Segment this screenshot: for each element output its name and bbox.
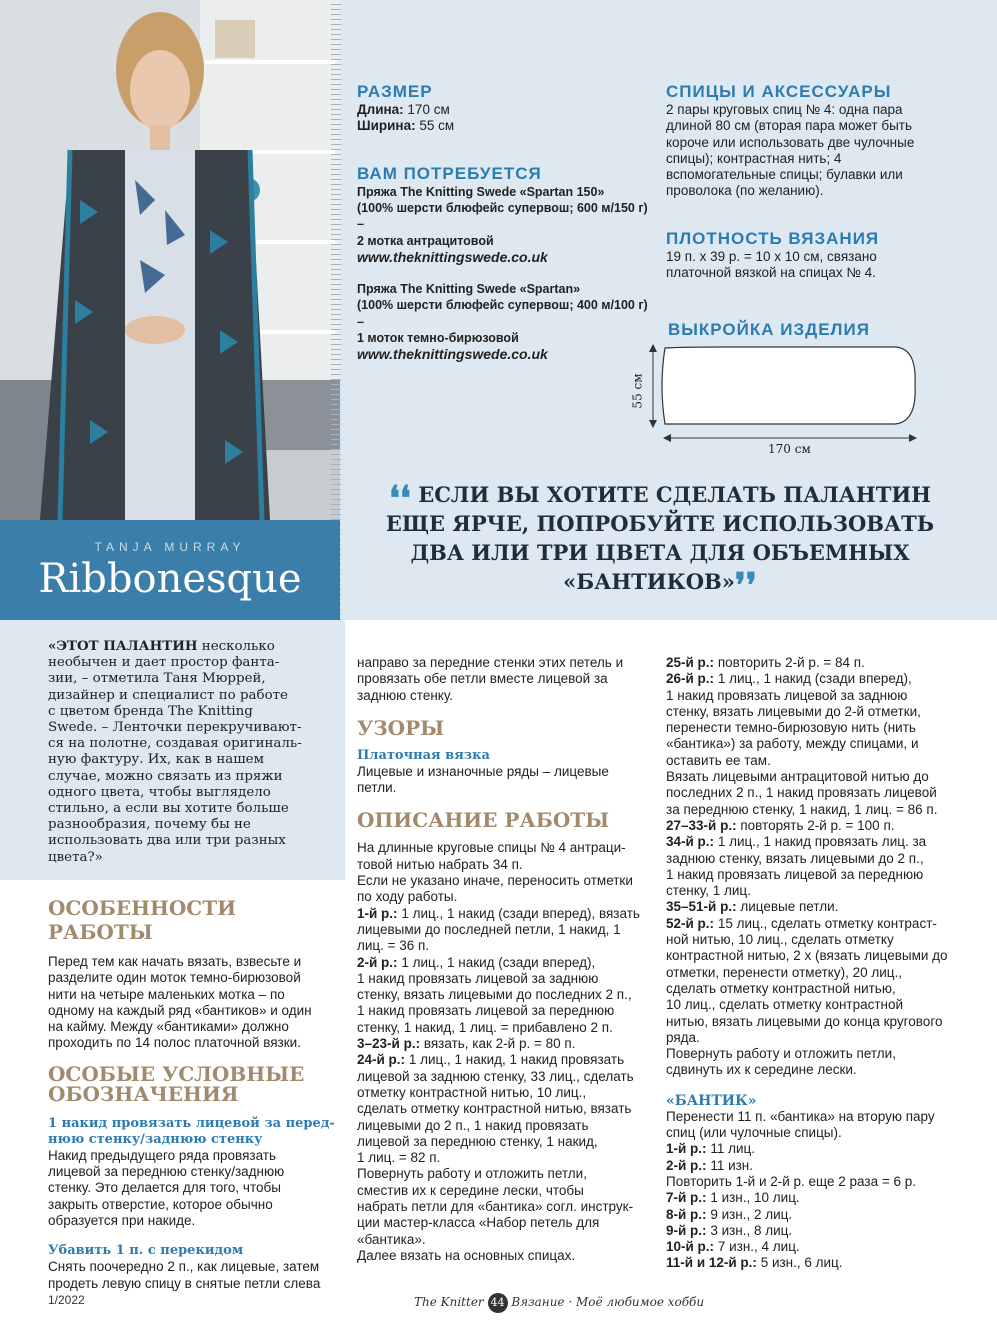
quote-line: «БАНТИКОВ»	[563, 569, 735, 594]
author-name: TANJA MURRAY	[94, 540, 246, 554]
row-line: ной нитью, 10 лиц., сделать отметку	[666, 932, 894, 948]
row-line: лицевыми до последней петли, 1 накид, 1	[357, 921, 621, 937]
width-label: Ширина:	[357, 118, 416, 134]
row-line: сделать отметку контрастной нитью,	[666, 980, 896, 996]
bow-intro-line: Перенести 11 п. «бантика» на вторую пару	[666, 1108, 935, 1124]
row-label: 1-й р.:	[357, 905, 398, 921]
cont-line: направо за передние стенки этих петель и	[357, 655, 624, 670]
width-value: 55 см	[419, 118, 455, 134]
row-line: перенести темно-бирюзовую нить (нить	[666, 720, 916, 736]
quote-open-mark: ❛❛	[388, 479, 411, 519]
row-line: 1 накид провязать лицевой за переднюю	[666, 866, 924, 882]
row-line: заднюю стенку, вязать лицевыми до 2 п.,	[666, 850, 924, 866]
row-line: отметку контрастной нитью, 10 лиц.,	[357, 1084, 587, 1100]
desc-line: по ходу работы.	[357, 889, 458, 905]
needles-line: спицы); контрастная нить; 4	[666, 150, 842, 166]
yarn1-line: Пряжа The Knitting Swede «Spartan 150»	[357, 185, 605, 199]
quote-line: ДВА ИЛИ ТРИ ЦВЕТА ДЛЯ ОБЪЕМНЫХ	[410, 540, 910, 565]
quote-line: ЕЩЕ ЯРЧЕ, ПОПРОБУЙТЕ ИСПОЛЬЗОВАТЬ	[385, 511, 935, 536]
column-3	[666, 655, 966, 1272]
row-label: 26-й р.:	[666, 671, 715, 687]
row-line: 1 накид провязать лицевой за заднюю	[357, 970, 599, 986]
row-line: 1 накид провязать лицевой за заднюю	[666, 687, 908, 703]
bow-row-label: 2-й р.:	[666, 1157, 707, 1173]
abbrev-item2-line: Снять поочередно 2 п., как лицевые, затем	[48, 1259, 320, 1275]
tail-line: набрать петли для «бантика» согл. инструк-	[357, 1199, 634, 1215]
tail-line: Далее вязать на основных спицах.	[357, 1247, 576, 1263]
cont-line: заднюю стенку.	[357, 687, 453, 703]
features-line: нити на четыре маленьких мотка – по	[48, 986, 285, 1002]
garter-line: петли.	[357, 780, 397, 796]
row-line: 1 лиц., 1 накид провязать лиц. за	[717, 834, 927, 850]
row-line: последних 2 п., 1 накид провязать лицевой	[666, 785, 937, 801]
row-line: сдвинуть их к середине лески.	[666, 1062, 857, 1078]
row-label: 25-й р.:	[666, 655, 715, 670]
abbrev-item1-line: Накид предыдущего ряда провязать	[48, 1147, 276, 1163]
row-line: Вязать лицевыми антрацитовой нитью до	[666, 769, 929, 785]
row-label: 35–51-й р.:	[666, 899, 737, 915]
bow-intro-line: спиц (или чулочные спицы).	[666, 1125, 842, 1141]
needles-line: 2 пары круговых спиц № 4: одна пара	[666, 102, 903, 117]
garter-line: Лицевые и изнаночные ряды – лицевые	[357, 763, 609, 779]
intro-line: необычен и дает простор фанта-	[48, 655, 280, 671]
row-label: 34-й р.:	[666, 834, 715, 850]
yarn2-url[interactable]: www.theknittingswede.co.uk	[357, 345, 548, 362]
bow-row-text: 9 изн., 2 лиц.	[710, 1206, 793, 1222]
quote-line: ЕСЛИ ВЫ ХОТИТЕ СДЕЛАТЬ ПАЛАНТИН	[418, 482, 932, 507]
tail-line: Повернуть работу и отложить петли,	[357, 1166, 587, 1182]
row-line: контрастной нитью, 2 х (вязать лицевыми до	[666, 948, 948, 964]
tail-line: «бантика».	[357, 1231, 426, 1247]
quote-close-mark: ❜❜	[734, 566, 757, 606]
bow-row-label: 7-й р.:	[666, 1190, 707, 1206]
gauge-heading: ПЛОТНОСТЬ ВЯЗАНИЯ	[666, 229, 880, 248]
row-label: 24-й р.:	[357, 1052, 406, 1068]
yarn1-url[interactable]: www.theknittingswede.co.uk	[357, 248, 548, 265]
abbrev-heading	[48, 1061, 340, 1106]
row-line: лицевые петли.	[740, 899, 839, 915]
abbrev-item1-title-line: 1 накид провязать лицевой за перед-	[48, 1115, 335, 1131]
pull-quote	[380, 479, 940, 606]
row-line: лицевой за заднюю стенку, 33 лиц., сделать	[357, 1068, 634, 1084]
row-line: лиц. = 36 п.	[357, 938, 430, 954]
row-line: повторять 2-й р. = 100 п.	[740, 817, 895, 833]
intro-lead: «ЭТОТ ПАЛАНТИН	[48, 638, 198, 654]
bow-row-text: Повторить 1-й и 2-й р. еще 2 раза = 6 р.	[666, 1173, 916, 1189]
abbrev-item1-line: закрыть отверстие, которое обычно	[48, 1196, 273, 1212]
footer-magazine	[414, 1293, 704, 1313]
features-line: Перед тем как начать вязать, взвесьте и	[48, 954, 302, 969]
abbrev-heading-line: ОБОЗНАЧЕНИЯ	[48, 1081, 239, 1106]
size-heading: РАЗМЕР	[357, 82, 433, 101]
row-line: отметки, перенести отметку), 20 лиц.,	[666, 964, 903, 980]
schematic-height-label: 55 см	[630, 373, 645, 409]
intro-line: Swede. – Ленточки перекручивают-	[48, 720, 302, 736]
row-line: стенку, вязать лицевыми до 2-й отметки,	[666, 703, 921, 719]
features-line: одному на каждый ряд «бантиков» и один	[48, 1002, 312, 1018]
patterns-heading: УЗОРЫ	[357, 715, 445, 740]
row-label: 2-й р.:	[357, 954, 398, 970]
materials-section	[357, 164, 657, 362]
yarn2-text	[357, 281, 657, 346]
bow-row-label: 10-й р.:	[666, 1239, 715, 1255]
row-line: ряда.	[666, 1029, 700, 1045]
row-line: 1 лиц., 1 накид, 1 накид провязать	[408, 1052, 625, 1068]
schematic-width-label: 170 см	[768, 442, 811, 456]
row-label: 3–23-й р.:	[357, 1036, 421, 1052]
size-section	[357, 82, 647, 135]
needles-line: вспомогательные спицы; булавки или	[666, 167, 903, 183]
needles-line: короче или использовать две чулочные	[666, 134, 915, 150]
length-value: 170 см	[407, 102, 450, 117]
features-heading: ОСОБЕННОСТИ РАБОТЫ	[48, 896, 237, 944]
row-line: «бантика») за работу, между спицами, и	[666, 736, 919, 752]
intro-line: зии, – отметила Таня Мюррей,	[48, 671, 266, 687]
bow-row-text: 7 изн., 4 лиц.	[717, 1239, 800, 1255]
features-line: разделите один моток темно-бирюзовой	[48, 970, 301, 986]
intro-line: ся на полотне, создавая оригиналь-	[48, 736, 302, 752]
row-line: 1 лиц., 1 накид (сзади вперед),	[401, 954, 596, 970]
abbrev-item1-title-line: нюю стенку/заднюю стенку	[48, 1131, 263, 1147]
intro-line: цвета?»	[48, 849, 103, 865]
row-line: стенку, 1 лиц.	[666, 883, 751, 899]
yarn2-line: 1 моток темно-бирюзовой	[357, 330, 519, 345]
bow-row-text: 1 изн., 10 лиц.	[710, 1190, 800, 1206]
yarn1-text	[357, 184, 657, 249]
desc-heading: ОПИСАНИЕ РАБОТЫ	[357, 808, 610, 833]
garter-title: Платочная вязка	[357, 747, 490, 763]
yarn2-line: (100% шерсти блюфейс супервош; 400 м/100 г) –	[357, 298, 648, 329]
features-line: на кайму. Между «бантиками» должно	[48, 1019, 289, 1035]
desc-line: товой нитью набрать 34 п.	[357, 856, 523, 872]
abbrev-item1-line: образуется при накиде.	[48, 1212, 196, 1228]
abbrev-item1-line: лицевой за переднюю стенку/заднюю	[48, 1164, 285, 1180]
materials-heading: ВАМ ПОТРЕБУЕТСЯ	[357, 164, 542, 183]
intro-line: дизайнер и специалист по работе	[48, 687, 288, 703]
row-line: нитью, вязать лицевыми до конца кругового	[666, 1013, 943, 1029]
bow-row-label: 1-й р.:	[666, 1141, 707, 1157]
cont-line: провязать обе петли вместе лицевой за	[357, 671, 608, 687]
needles-line: длиной 80 см (вторая пара может быть	[666, 118, 912, 134]
row-line: 15 лиц., сделать отметку контраст-	[717, 915, 937, 931]
row-line: 1 лиц. = 82 п.	[357, 1150, 441, 1166]
row-line: 1 накид провязать лицевой за переднюю	[357, 1003, 615, 1019]
yarn2-line: Пряжа The Knitting Swede «Spartan»	[357, 282, 581, 297]
needles-heading: СПИЦЫ И АКСЕССУАРЫ	[666, 82, 892, 101]
issue-number: 1/2022	[48, 1293, 85, 1307]
column-1	[48, 896, 340, 1292]
intro-line: случае, можно связать из пряжи	[48, 768, 283, 784]
row-line: лицевой за переднюю стенку, 1 накид,	[357, 1133, 598, 1149]
magazine-name: The Knitter	[414, 1295, 484, 1309]
page-number: 44	[488, 1293, 508, 1313]
row-line: лицевыми до 2 п., 1 накид провязать	[357, 1117, 589, 1133]
bow-row-label: 8-й р.:	[666, 1206, 707, 1222]
row-line: стенку, вязать лицевыми до последних 2 п.,	[357, 987, 632, 1003]
row-line: оставить ее там.	[666, 752, 771, 768]
row-label: 52-й р.:	[666, 915, 715, 931]
bow-row-label: 11-й и 12-й р.:	[666, 1255, 757, 1271]
abbrev-heading-line: ОСОБЫЕ УСЛОВНЫЕ	[48, 1061, 305, 1086]
tail-line: ции мастер-класса «Набор петель для	[357, 1215, 600, 1231]
pattern-title: Ribbonesque	[38, 556, 302, 602]
column-2	[357, 655, 653, 1264]
row-line: Повернуть работу и отложить петли,	[666, 1046, 896, 1062]
row-line: сделать отметку контрастной нитью, вязать	[357, 1101, 632, 1117]
desc-line: Если не указано иначе, переносить отметки	[357, 873, 633, 889]
intro-line: ную фактуру. Их, как в нашем	[48, 752, 265, 768]
gauge-section	[666, 229, 966, 282]
abbrev-item2-line: продеть левую спицу в снятые петли слева	[48, 1275, 321, 1291]
bow-heading: «БАНТИК»	[666, 1092, 757, 1109]
abbrev-item1-title	[48, 1116, 340, 1148]
yarn1-line: 2 мотка антрацитовой	[357, 233, 494, 248]
row-line: 1 лиц., 1 накид (сзади вперед), вязать	[401, 905, 640, 921]
gauge-line: 19 п. х 39 р. = 10 х 10 см, связано	[666, 249, 877, 264]
intro-line: разнообразия, почему бы не	[48, 817, 251, 833]
intro-text	[48, 638, 328, 866]
intro-line: использовать два или три разных	[48, 833, 286, 849]
row-line: повторить 2-й р. = 84 п.	[717, 655, 865, 670]
intro-line: одного цвета, чтобы выглядело	[48, 784, 271, 800]
intro-line: стильно, а если вы хотите больше	[48, 801, 289, 817]
intro-line: с цветом бренда The Knitting	[48, 703, 253, 719]
tail-line: сместив их к середине лески, чтобы	[357, 1182, 584, 1198]
bow-row-text: 3 изн., 8 лиц.	[710, 1222, 793, 1238]
bow-row-text: 11 изн.	[710, 1157, 754, 1173]
abbrev-item2-title: Убавить 1 п. с перекидом	[48, 1243, 244, 1259]
bow-row-text: 11 лиц.	[710, 1141, 755, 1157]
needles-line: проволока (по желанию).	[666, 183, 824, 199]
needles-section	[666, 82, 966, 200]
gauge-line: платочной вязкой на спицах № 4.	[666, 265, 876, 281]
schematic-heading: ВЫКРОЙКА ИЗДЕЛИЯ	[668, 320, 870, 339]
yarn1-line: (100% шерсти блюфейс супервош; 600 м/150 г) –	[357, 201, 648, 232]
intro-line: несколько	[201, 639, 275, 654]
row-line: вязать, как 2-й р. = 80 п.	[423, 1036, 576, 1052]
row-line: за переднюю стенку, 1 накид, 1 лиц. = 86 п.	[666, 801, 938, 817]
bow-row-label: 9-й р.:	[666, 1222, 707, 1238]
desc-line: На длинные круговые спицы № 4 антраци-	[357, 840, 626, 856]
row-line: стенку, 1 накид, 1 лиц. = прибавлено 2 п.	[357, 1019, 613, 1035]
abbrev-item1-line: стенку. Это делается для того, чтобы	[48, 1180, 281, 1196]
row-line: 1 лиц., 1 накид (сзади вперед),	[717, 671, 912, 687]
bow-row-text: 5 изн., 6 лиц.	[760, 1255, 843, 1271]
magazine-tagline: Вязание · Моё любимое хобби	[511, 1295, 705, 1309]
length-label: Длина:	[357, 102, 404, 117]
features-line: проходить по 14 полос платочной вязки.	[48, 1035, 301, 1051]
row-label: 27–33-й р.:	[666, 817, 737, 833]
row-line: 10 лиц., сделать отметку контрастной	[666, 997, 904, 1013]
